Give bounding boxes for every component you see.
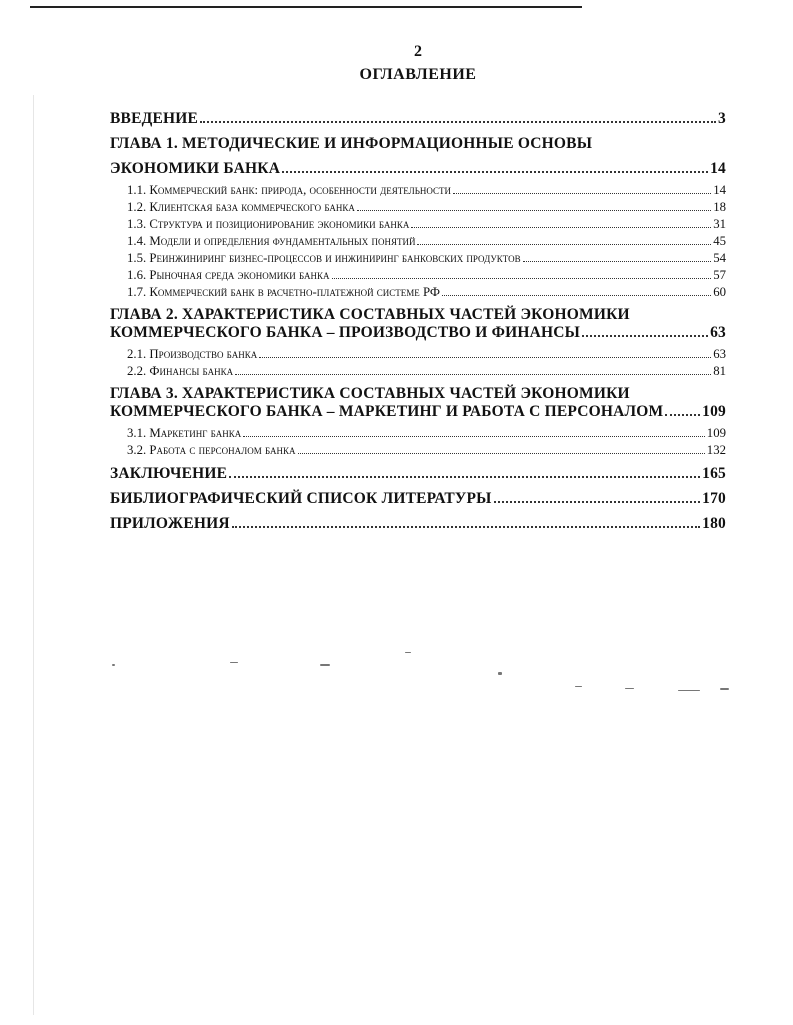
scan-speck [230, 662, 238, 663]
page-number: 2 [414, 43, 422, 60]
dot-leader [243, 436, 705, 437]
toc-entry-page: 170 [702, 490, 726, 507]
toc-entry-page: 81 [713, 364, 726, 378]
toc-entry-label: КОММЕРЧЕСКОГО БАНКА – ПРОИЗВОДСТВО И ФИНАНСЫ [110, 324, 581, 341]
toc-entry-label: 2.2. Финансы банка [127, 364, 234, 378]
dot-leader [232, 526, 700, 528]
dot-leader [442, 295, 711, 296]
dot-leader [665, 414, 700, 416]
scan-speck [575, 686, 582, 687]
toc-entry-page: 45 [713, 234, 726, 248]
toc-entry-page: 14 [713, 183, 726, 197]
scan-speck [720, 688, 729, 690]
toc-entry-label: 3.1. Маркетинг банка [127, 426, 242, 440]
toc-entry-label: 1.3. Структура и позиционирование экономики банка [127, 217, 410, 231]
dot-leader [357, 210, 711, 211]
toc-entry-label: 1.7. Коммерческий банк в расчетно-платежной системе РФ [127, 285, 441, 299]
chapter-2-title-line-1[interactable]: ГЛАВА 2. ХАРАКТЕРИСТИКА СОСТАВНЫХ ЧАСТЕЙ ЭКОНОМИКИ [110, 306, 630, 323]
toc-entry-1-3[interactable] [110, 216, 726, 233]
toc-entry-chapter-3[interactable] [110, 403, 726, 421]
scan-speck [498, 672, 502, 675]
toc-entry-page: 14 [710, 160, 726, 177]
toc-entry-label: БИБЛИОГРАФИЧЕСКИЙ СПИСОК ЛИТЕРАТУРЫ [110, 490, 492, 507]
toc-entry-label: ЗАКЛЮЧЕНИЕ [110, 465, 228, 482]
toc-entry-label: КОММЕРЧЕСКОГО БАНКА – МАРКЕТИНГ И РАБОТА С ПЕРСОНАЛОМ [110, 403, 664, 420]
dot-leader [582, 335, 708, 337]
dot-leader [298, 453, 705, 454]
dot-leader [282, 171, 708, 173]
scan-speck [320, 664, 330, 666]
dot-leader [332, 278, 712, 279]
toc-entry-2-1[interactable] [110, 346, 726, 363]
toc-entry-page: 109 [706, 426, 726, 440]
dot-leader [229, 476, 700, 478]
toc-entry-label: ЭКОНОМИКИ БАНКА [110, 160, 281, 177]
scan-speck [405, 652, 411, 653]
toc-entry-page: 54 [713, 251, 726, 265]
table-of-contents [110, 110, 726, 533]
toc-entry-1-2[interactable] [110, 199, 726, 216]
toc-entry-chapter-1[interactable] [110, 160, 726, 178]
toc-entry-1-7[interactable] [110, 284, 726, 301]
scan-speck [678, 690, 700, 691]
scan-speck [625, 688, 634, 689]
toc-entry-appendices[interactable] [110, 515, 726, 533]
chapter-1-title-line-1[interactable]: ГЛАВА 1. МЕТОДИЧЕСКИЕ И ИНФОРМАЦИОННЫЕ ОСНОВЫ [110, 135, 593, 152]
toc-entry-label: 3.2. Работа с персоналом банка [127, 443, 296, 457]
toc-entry-label: ПРИЛОЖЕНИЯ [110, 515, 230, 532]
toc-title: ОГЛАВЛЕНИЕ [359, 66, 477, 83]
toc-entry-chapter-2[interactable] [110, 324, 726, 342]
scan-speck [112, 664, 115, 666]
toc-entry-label: 1.1. Коммерческий банк: природа, особенности деятельности [127, 183, 451, 197]
toc-entry-page: 63 [713, 347, 726, 361]
toc-entry-page: 180 [702, 515, 726, 532]
toc-entry-page: 60 [713, 285, 726, 299]
dot-leader [235, 374, 711, 375]
toc-entry-conclusion[interactable] [110, 465, 726, 483]
top-border-line [30, 6, 582, 8]
dot-leader [494, 501, 701, 503]
toc-entry-page: 63 [710, 324, 726, 341]
toc-entry-3-1[interactable] [110, 425, 726, 442]
toc-entry-label: 1.4. Модели и определения фундаментальных понятий [127, 234, 416, 248]
toc-entry-page: 57 [713, 268, 726, 282]
toc-entry-1-1[interactable] [110, 182, 726, 199]
dot-leader [411, 227, 711, 228]
toc-entry-2-2[interactable] [110, 363, 726, 380]
page-edge-line [33, 95, 34, 1015]
toc-entry-page: 165 [702, 465, 726, 482]
dot-leader [417, 244, 711, 245]
toc-entry-1-6[interactable] [110, 267, 726, 284]
dot-leader [200, 121, 716, 123]
toc-entry-1-5[interactable] [110, 250, 726, 267]
toc-entry-3-2[interactable] [110, 442, 726, 459]
toc-entry-page: 109 [702, 403, 726, 420]
toc-entry-label: ВВЕДЕНИЕ [110, 110, 199, 127]
chapter-3-title-line-1[interactable]: ГЛАВА 3. ХАРАКТЕРИСТИКА СОСТАВНЫХ ЧАСТЕЙ ЭКОНОМИКИ [110, 385, 630, 402]
dot-leader [523, 261, 712, 262]
toc-entry-intro[interactable] [110, 110, 726, 128]
toc-entry-label: 1.5. Реинжиниринг бизнес-процессов и инжиниринг банковских продуктов [127, 251, 521, 265]
toc-entry-label: 1.6. Рыночная среда экономики банка [127, 268, 330, 282]
toc-entry-page: 18 [713, 200, 726, 214]
toc-entry-page: 3 [718, 110, 726, 127]
toc-entry-label: 2.1. Производство банка [127, 347, 258, 361]
dot-leader [259, 357, 711, 358]
toc-entry-1-4[interactable] [110, 233, 726, 250]
dot-leader [453, 193, 711, 194]
toc-entry-label: 1.2. Клиентская база коммерческого банка [127, 200, 355, 214]
toc-entry-page: 31 [713, 217, 726, 231]
toc-entry-page: 132 [706, 443, 726, 457]
toc-entry-bibliography[interactable] [110, 490, 726, 508]
